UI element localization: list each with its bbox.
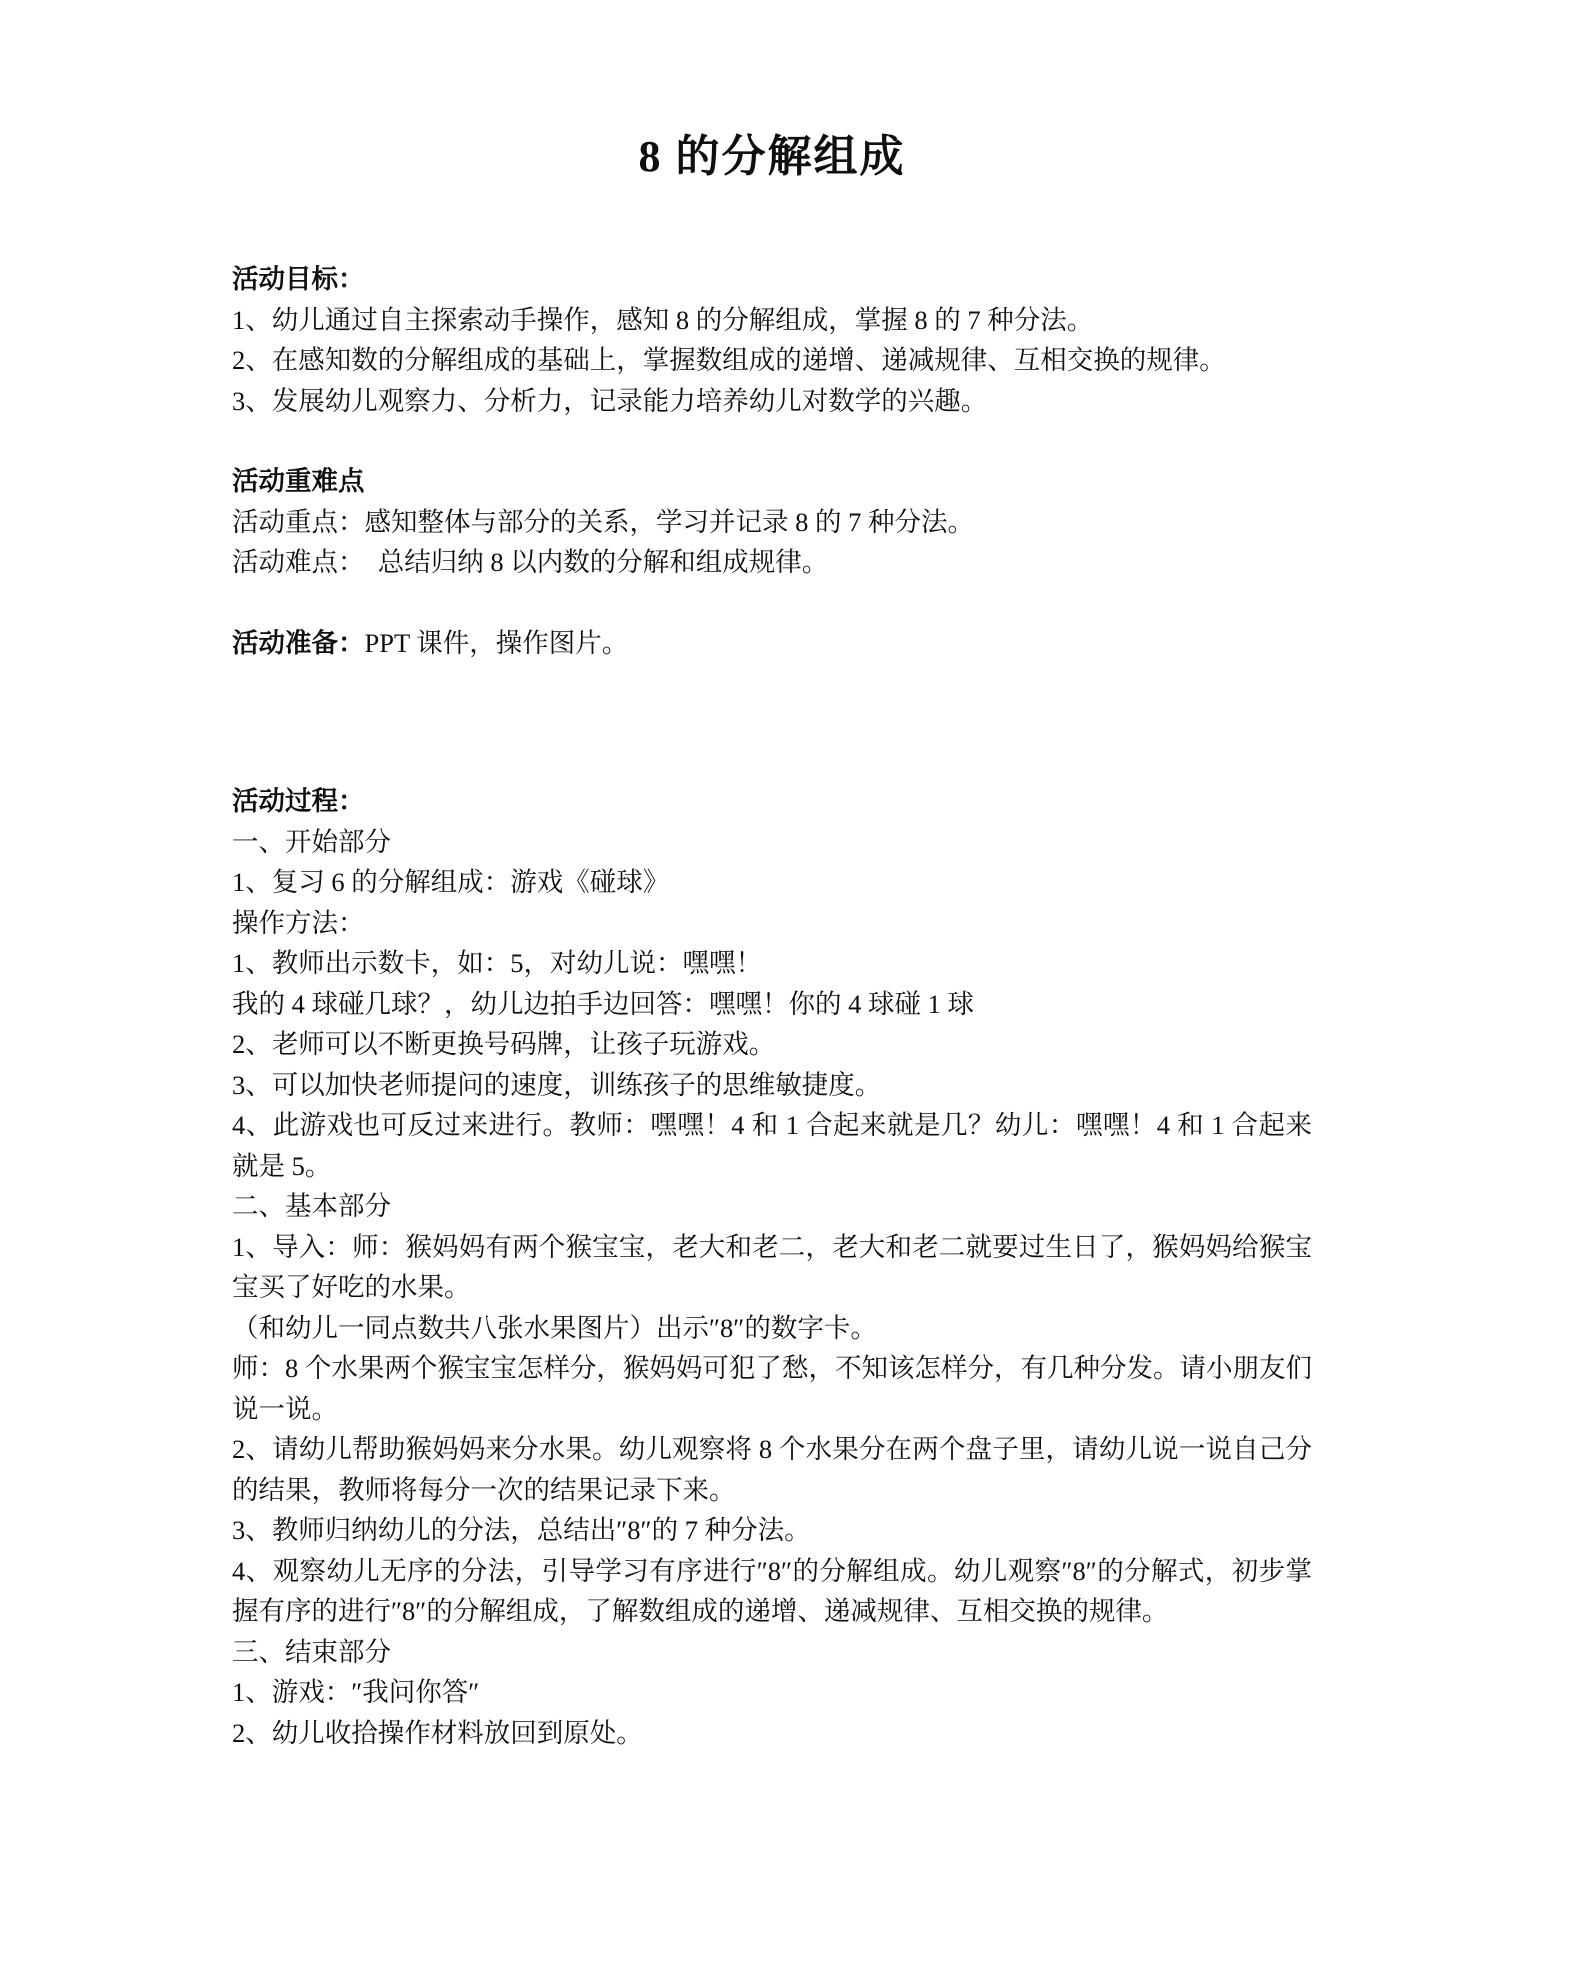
part-two-line: 4、观察幼儿无序的分法，引导学习有序进行″8″的分解组成。幼儿观察″8″的分解式，初步掌握有序的进行″8″的分解组成，了解数组成的递增、递减规律、互相交换的规律。: [232, 1555, 1312, 1627]
section-spacer: [232, 421, 1312, 461]
objective-item: 2、在感知数的分解组成的基础上，掌握数组成的递增、递减规律、互相交换的规律。: [232, 345, 1226, 376]
key-point-item: 活动重点：感知整体与部分的关系，学习并记录 8 的 7 种分法。: [232, 506, 974, 537]
section-spacer: [232, 583, 1312, 623]
key-points-heading: 活动重难点: [232, 466, 365, 497]
part-two-line: 2、请幼儿帮助猴妈妈来分水果。幼儿观察将 8 个水果分在两个盘子里，请幼儿说一说自己分的结果，教师将每分一次的结果记录下来。: [232, 1434, 1312, 1505]
part-three-line: 1、游戏：″我问你答″: [232, 1677, 480, 1708]
objectives-section: [232, 259, 1312, 421]
preparation-section: [232, 623, 1312, 664]
part-one-line: 我的 4 球碰几球？，幼儿边拍手边回答：嘿嘿！你的 4 球碰 1 球: [232, 988, 974, 1019]
preparation-heading: 活动准备：: [232, 627, 365, 658]
part-three-heading: 三、结束部分: [232, 1636, 391, 1667]
objectives-heading: 活动目标：: [232, 264, 365, 295]
part-one-line: 2、老师可以不断更换号码牌，让孩子玩游戏。: [232, 1029, 776, 1060]
part-two-line: 1、导入：师：猴妈妈有两个猴宝宝，老大和老二，老大和老二就要过生日了，猴妈妈给猴宝宝买了好吃的水果。: [232, 1231, 1312, 1303]
part-three-line: 2、幼儿收拾操作材料放回到原处。: [232, 1717, 643, 1748]
section-spacer-large: [232, 663, 1312, 781]
key-points-section: [232, 461, 1312, 583]
part-one-line: 4、此游戏也可反过来进行。教师：嘿嘿！4 和 1 合起来就是几？幼儿：嘿嘿！4 和 1 合起来就是 5。: [232, 1110, 1312, 1181]
key-point-item: 活动难点： 总结归纳 8 以内数的分解和组成规律。: [232, 547, 829, 578]
preparation-line: [232, 623, 1312, 664]
part-one-heading: 一、开始部分: [232, 826, 391, 857]
part-one-line: 1、教师出示数卡，如：5，对幼儿说：嘿嘿！: [232, 948, 762, 979]
part-one-line: 1、复习 6 的分解组成：游戏《碰球》: [232, 867, 670, 898]
process-heading: 活动过程：: [232, 786, 365, 817]
part-one-line: 3、可以加快老师提问的速度，训练孩子的思维敏捷度。: [232, 1069, 882, 1100]
part-one-line: 操作方法：: [232, 907, 365, 938]
part-two-heading: 二、基本部分: [232, 1191, 391, 1222]
document-content: [232, 0, 1312, 1753]
objective-item: 1、幼儿通过自主探索动手操作，感知 8 的分解组成，掌握 8 的 7 种分法。: [232, 304, 1094, 335]
part-two-line: 3、教师归纳幼儿的分法，总结出″8″的 7 种分法。: [232, 1515, 811, 1546]
process-section: [232, 781, 1312, 1753]
objective-item: 3、发展幼儿观察力、分析力，记录能力培养幼儿对数学的兴趣。: [232, 385, 988, 416]
preparation-text: PPT 课件，操作图片。: [364, 627, 629, 658]
part-two-line: 师：8 个水果两个猴宝宝怎样分，猴妈妈可犯了愁，不知该怎样分，有几种分发。请小朋友们说一说。: [232, 1353, 1312, 1424]
page-title: 8 的分解组成: [638, 132, 906, 181]
part-two-line: （和幼儿一同点数共八张水果图片）出示″8″的数字卡。: [232, 1312, 877, 1343]
